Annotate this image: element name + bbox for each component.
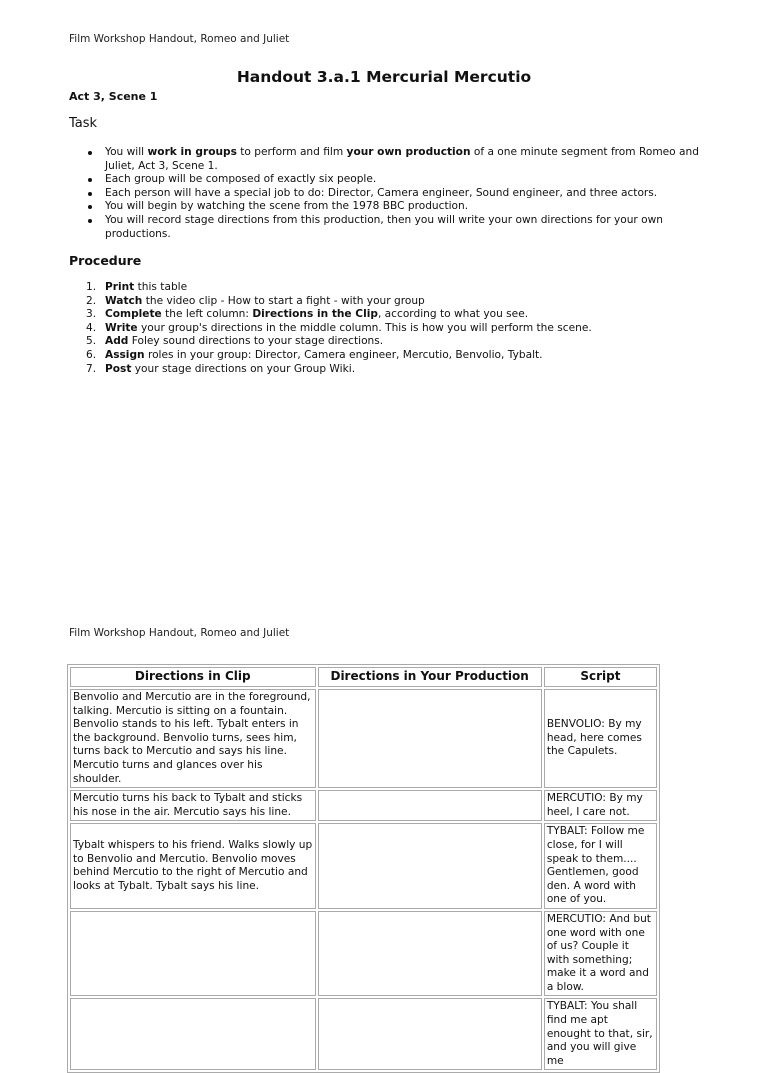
task-heading: Task	[69, 116, 98, 131]
production-directions-cell[interactable]	[318, 689, 542, 788]
list-item: You will record stage directions from this production, then you will write your own directions for your own productions.	[105, 214, 705, 241]
running-header: Film Workshop Handout, Romeo and Juliet	[69, 33, 290, 45]
list-item: You will begin by watching the scene from the 1978 BBC production.	[105, 200, 705, 214]
page-title: Handout 3.a.1 Mercurial Mercutio	[236, 68, 532, 86]
list-item: 7. Post your stage directions on your Group Wiki.	[86, 362, 356, 375]
script-cell: TYBALT: You shall find me apt enought to that, sir, and you will give me	[544, 998, 657, 1070]
clip-directions-cell	[70, 998, 316, 1070]
column-header: Script	[544, 667, 657, 687]
script-cell: TYBALT: Follow me close, for I will speak to them.... Gentlemen, good den. A word with one of you.	[544, 823, 657, 909]
list-item: 4. Write your group's directions in the middle column. This is how you will perform the scene.	[86, 321, 592, 334]
production-directions-cell[interactable]	[318, 998, 542, 1070]
act-scene-subtitle: Act 3, Scene 1	[69, 90, 158, 103]
running-header: Film Workshop Handout, Romeo and Juliet	[69, 627, 290, 639]
task-list	[105, 146, 705, 241]
script-cell: MERCUTIO: And but one word with one of us? Couple it with something; make it a word and a blow.	[544, 911, 657, 997]
table-row	[70, 790, 657, 821]
clip-directions-cell: Benvolio and Mercutio are in the foreground, talking. Mercutio is sitting on a fountain. Benvolio stands to his left. Tybalt enters in the background. Benvolio turns, sees him, turns back to Mercutio and says his line. Mercutio turns and glances over his shoulder.	[70, 689, 316, 788]
table-row	[70, 998, 657, 1070]
directions-table	[67, 664, 660, 1073]
list-item: 1. Print this table	[86, 281, 188, 293]
script-cell: BENVOLIO: By my head, here comes the Capulets.	[544, 689, 657, 788]
production-directions-cell[interactable]	[318, 823, 542, 909]
procedure-list	[86, 281, 705, 376]
list-item: 2. Watch the video clip - How to start a fight - with your group	[86, 294, 425, 307]
clip-directions-cell	[70, 911, 316, 997]
table-row	[70, 689, 657, 788]
table-row	[70, 911, 657, 997]
clip-directions-cell: Mercutio turns his back to Tybalt and sticks his nose in the air. Mercutio says his line.	[70, 790, 316, 821]
clip-directions-cell: Tybalt whispers to his friend. Walks slowly up to Benvolio and Mercutio. Benvolio moves behind Mercutio to the right of Mercutio and looks at Tybalt. Tybalt says his line.	[70, 823, 316, 909]
procedure-heading: Procedure	[69, 253, 142, 268]
list-item: 5. Add Foley sound directions to your stage directions.	[86, 335, 384, 348]
production-directions-cell[interactable]	[318, 911, 542, 997]
column-header: Directions in Clip	[70, 667, 316, 687]
script-cell: MERCUTIO: By my heel, I care not.	[544, 790, 657, 821]
column-header: Directions in Your Production	[318, 667, 542, 687]
list-item: Each person will have a special job to do: Director, Camera engineer, Sound engineer, and three actors.	[105, 187, 705, 201]
list-item: Each group will be composed of exactly six people.	[105, 173, 705, 187]
list-item: 6. Assign roles in your group: Director, Camera engineer, Mercutio, Benvolio, Tybalt.	[86, 348, 543, 361]
table-header-row	[70, 667, 657, 687]
production-directions-cell[interactable]	[318, 790, 542, 821]
table-row	[70, 823, 657, 909]
list-item: You will work in groups to perform and film your own production of a one minute segment from Romeo and Juliet, Act 3, Scene 1.	[105, 146, 705, 173]
list-item: 3. Complete the left column: Directions in the Clip, according to what you see.	[86, 308, 529, 321]
